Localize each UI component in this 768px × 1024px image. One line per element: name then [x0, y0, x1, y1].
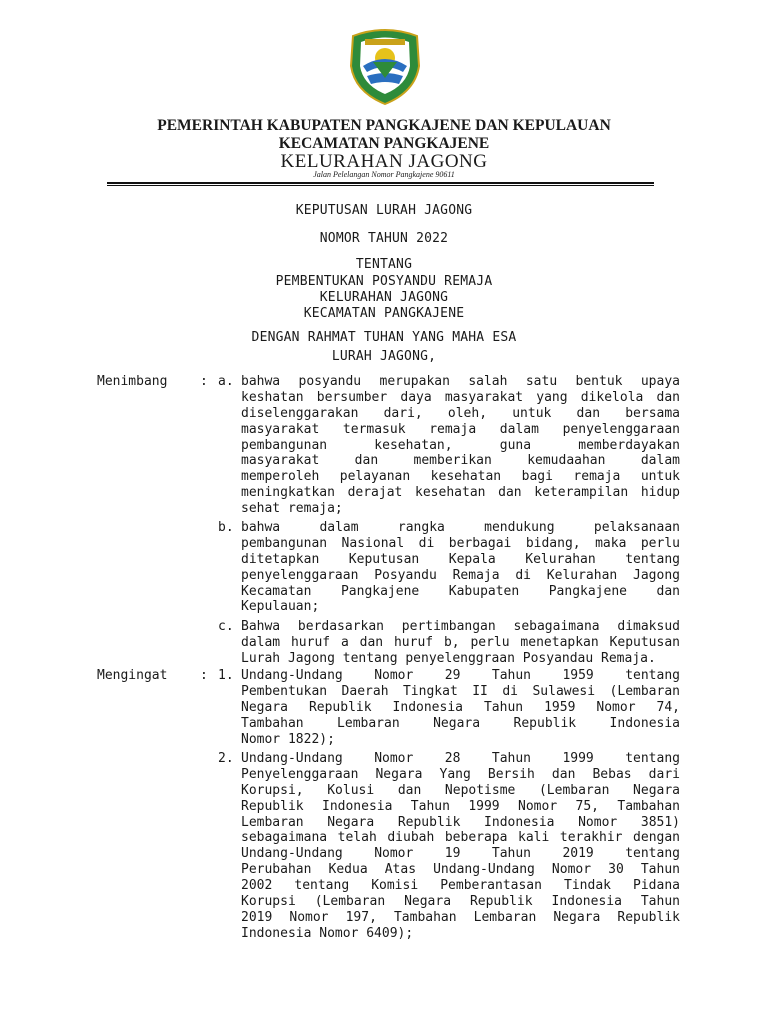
decree-number: NOMOR TAHUN 2022 [319, 231, 449, 246]
menimbang-item-b [241, 520, 680, 615]
regency-emblem [343, 22, 427, 106]
text-line: pembangunan Nasional di berbagai bidang, maka perlu [241, 535, 680, 551]
mengingat-item-1 [241, 668, 680, 747]
menimbang-label: Menimbang [97, 374, 168, 389]
menimbang-item-c [241, 619, 680, 667]
menimbang-colon: : [200, 374, 208, 389]
mengingat-colon: : [200, 668, 208, 683]
text-line: 2002 tentang Komisi Pemberantasan Tindak Pidana [241, 878, 680, 894]
mengingat-label: Mengingat [97, 668, 168, 683]
text-line: Kecamatan Pangkajene Kabupaten Pangkajene dan [241, 583, 680, 599]
mengingat-marker-2: 2. [218, 751, 234, 766]
text-line: keshatan bersumber daya masyarakat yang dikelola dan [241, 389, 680, 405]
menimbang-item-a [241, 374, 680, 517]
text-line: bahwa posyandu merupakan salah satu bentuk upaya [241, 374, 680, 389]
text-line: Undang-Undang Nomor 28 Tahun 1999 tentang [241, 751, 680, 766]
text-line: Indonesia Nomor 6409); [241, 925, 414, 941]
text-line: 2019 Nomor 197, Tambahan Lembaran Negara Republik [241, 909, 680, 925]
grace-invocation: DENGAN RAHMAT TUHAN YANG MAHA ESA [251, 330, 517, 345]
text-line: memperoleh pelayanan kesehatan bagi remaja untuk [241, 469, 680, 485]
letterhead-rule-thin [107, 185, 654, 186]
text-line: meningkatkan derajat kesehatan dan keterampilan hidup [241, 485, 680, 501]
subject-line-2: KELURAHAN JAGONG [319, 290, 449, 305]
text-line: sebagaimana telah diubah beberapa kali terakhir dengan [241, 830, 680, 846]
text-line: Pembentukan Daerah Tingkat II di Sulawesi (Lembaran [241, 683, 680, 699]
text-line: Korupsi (Lembaran Negara Republik Indonesia Tahun [241, 894, 680, 910]
text-line: masyarakat termasuk remaja dalam penyelenggaraan [241, 421, 680, 437]
text-line: Korupsi, Kolusi dan Nepotisme (Lembaran Negara [241, 782, 680, 798]
text-line: ditetapkan Keputusan Kepala Kelurahan tentang [241, 551, 680, 567]
text-line: pembangunan kesehatan, guna memberdayakan [241, 437, 680, 453]
text-line: diselenggarakan dari, oleh, untuk dan bersama [241, 405, 680, 421]
subject-line-3: KECAMATAN PANGKAJENE [303, 306, 465, 321]
text-line: Undang-Undang Nomor 19 Tahun 2019 tentang [241, 846, 680, 862]
menimbang-marker-b: b. [218, 520, 234, 535]
mengingat-marker-1: 1. [218, 668, 234, 683]
decree-title: KEPUTUSAN LURAH JAGONG [295, 203, 473, 218]
text-line: bahwa dalam rangka mendukung pelaksanaan [241, 520, 680, 535]
district-name: KECAMATAN PANGKAJENE [278, 135, 490, 152]
office-address: Jalan Pelelangan Nomor Pangkajene 90611 [313, 170, 455, 179]
text-line: Kepulauan; [241, 599, 320, 615]
text-line: Lembaran Negara Republik Indonesia Nomor 3851) [241, 814, 680, 830]
text-line: Nomor 1822); [241, 731, 335, 747]
text-line: sehat remaja; [241, 501, 343, 517]
subject-line-1: PEMBENTUKAN POSYANDU REMAJA [275, 274, 493, 289]
text-line: Negara Republik Indonesia Tahun 1959 Nomor 74, [241, 699, 680, 715]
menimbang-marker-c: c. [218, 619, 234, 634]
about-label: TENTANG [355, 257, 413, 272]
text-line: Perubahan Kedua Atas Undang-Undang Nomor 30 Tahun [241, 862, 680, 878]
text-line: Undang-Undang Nomor 29 Tahun 1959 tentang [241, 668, 680, 683]
text-line: Penyelenggaraan Negara Yang Bersih dan Bebas dari [241, 766, 680, 782]
text-line: penyelenggaraan Posyandu Remaja di Kelurahan Jagong [241, 567, 680, 583]
text-line: Republik Indonesia Tahun 1999 Nomor 75, Tambahan [241, 798, 680, 814]
menimbang-marker-a: a. [218, 374, 234, 389]
mengingat-item-2 [241, 751, 680, 942]
official-title: LURAH JAGONG, [331, 349, 437, 364]
letterhead-rule-thick [107, 182, 654, 184]
government-name: PEMERINTAH KABUPATEN PANGKAJENE DAN KEPULAUAN [157, 117, 611, 134]
text-line: Bahwa berdasarkan pertimbangan sebagaimana dimaksud [241, 619, 680, 634]
text-line: Lurah Jagong tentang penyelenggraan Posyandau Remaja. [241, 650, 656, 666]
text-line: Tambahan Lembaran Negara Republik Indonesia [241, 715, 680, 731]
village-name: KELURAHAN JAGONG [280, 151, 488, 172]
text-line: dalam huruf a dan huruf b, perlu menetapkan Keputusan [241, 634, 680, 650]
text-line: masyarakat dan memberikan kemudaahan dalam [241, 453, 680, 469]
